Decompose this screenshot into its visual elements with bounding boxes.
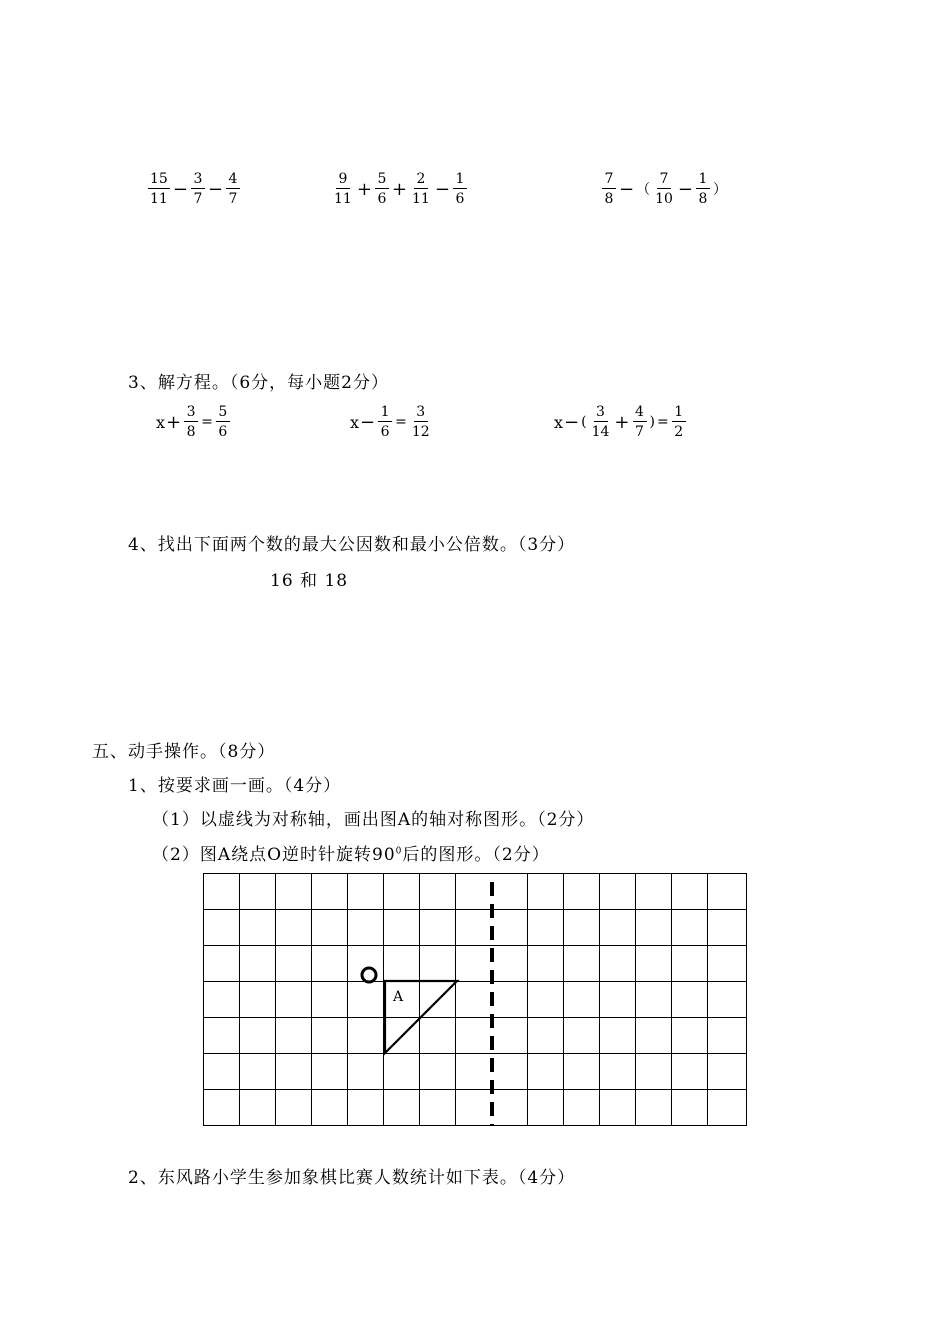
section-5-question-2-title: 2、东风路小学生参加象棋比赛人数统计如下表。（4分） [128,1168,576,1188]
section-5-question-1-sub2: （2）图A绕点O逆时针旋转$90^0$后的图形。（2分） [152,845,550,865]
fraction: $\frac{3}{14}$ [591,404,610,440]
question-3-title: 3、解方程。（6分，每小题2分） [128,373,389,393]
fraction: $\frac{1}{6}$ [453,172,467,206]
calc-expression-1: $\frac{15}{11}$ − $\frac{3}{7}$ − $\frac{4}{7}$ [146,172,242,206]
fraction: $\frac{1}{8}$ [696,172,710,206]
grid-lines [204,874,747,1126]
equation-1: x + $\frac{3}{8}$ = $\frac{5}{6}$ [156,405,232,439]
fraction: $\frac{1}{2}$ [672,405,686,439]
fraction: $\frac{4}{7}$ [226,172,240,206]
question-4-numbers: 16 和 18 [270,571,349,591]
section-5-question-1-sub1: （1）以虚线为对称轴，画出图A的轴对称图形。（2分） [152,810,595,830]
section-5-title: 五、动手操作。（8分） [92,742,276,762]
figure-a-label: A [393,989,404,1005]
fraction: $\frac{1}{6}$ [378,405,392,439]
fraction: $\frac{4}{7}$ [633,405,647,439]
calc-expression-3: $\frac{7}{8}$ − （ $\frac{7}{10}$ − $\frac{1}{8}$ ） [600,172,728,206]
fraction: $\frac{5}{6}$ [375,172,389,206]
fraction: $\frac{3}{12}$ [411,404,430,440]
fraction: $\frac{3}{7}$ [191,172,205,206]
fraction: $\frac{3}{8}$ [184,405,198,439]
fraction: $\frac{7}{8}$ [602,172,616,206]
drawing-grid [200,870,750,1130]
calc-expression-2: $\frac{9}{11}$ + $\frac{5}{6}$ + $\frac{2}{11}$ − $\frac{1}{6}$ [330,172,469,206]
fraction: $\frac{7}{10}$ [655,171,673,207]
section-5-question-1-title: 1、按要求画一画。（4分） [128,776,342,796]
fraction: $\frac{9}{11}$ [334,171,352,207]
point-o [362,968,376,982]
question-4-title: 4、找出下面两个数的最大公因数和最小公倍数。（3分） [128,535,576,555]
equation-2: x − $\frac{1}{6}$ = $\frac{3}{12}$ [350,404,430,440]
fraction: $\frac{15}{11}$ [150,171,168,207]
equation-3: x − ( $\frac{3}{14}$ + $\frac{4}{7}$ ) = $\frac{1}{2}$ [554,405,688,439]
fraction: $\frac{5}{6}$ [216,405,230,439]
fraction: $\frac{2}{11}$ [412,171,430,207]
degree-mark: 0 [395,846,403,857]
